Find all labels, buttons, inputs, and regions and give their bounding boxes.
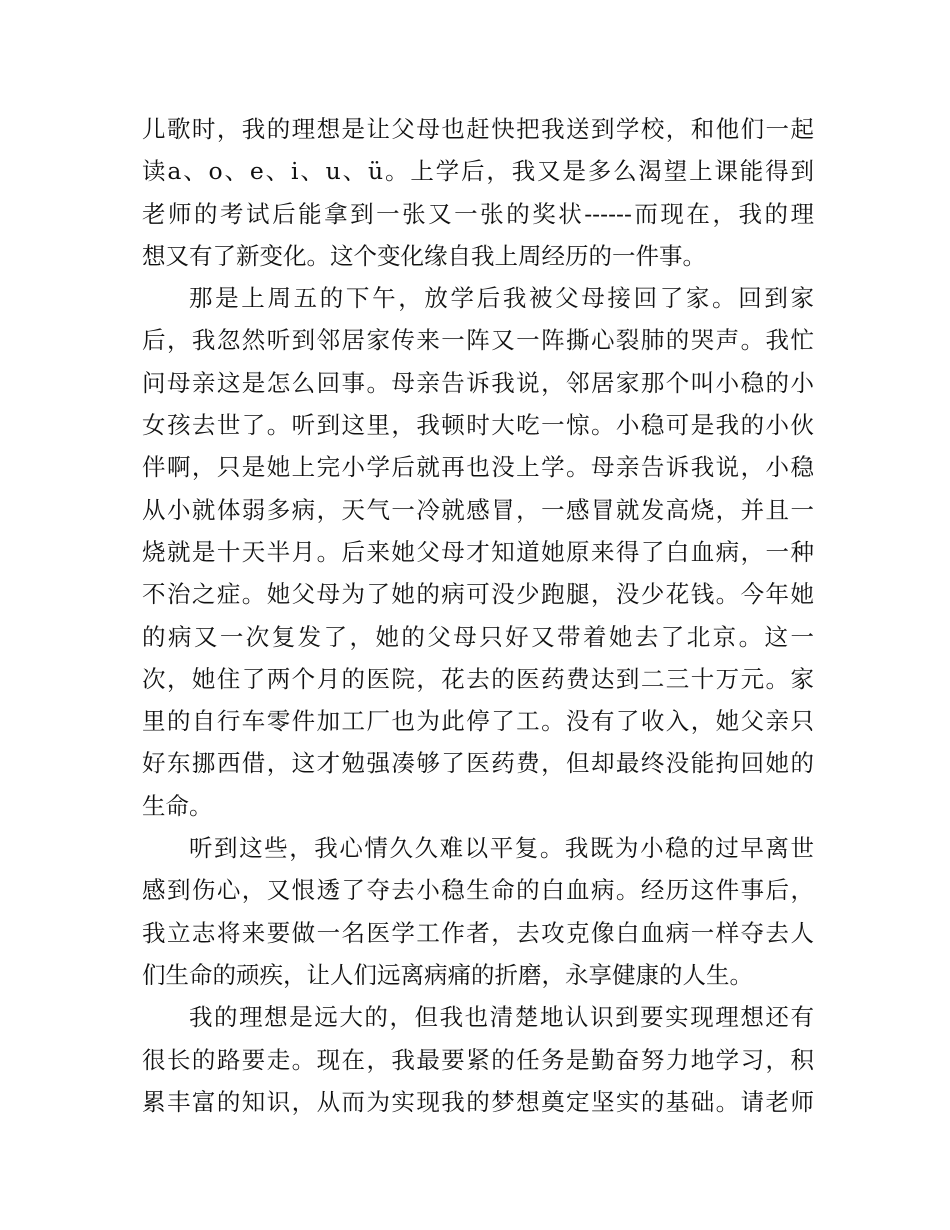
text-line: 老师的考试后能拿到一张又一张的奖状------而现在，我的理 [142, 199, 814, 228]
text-line: 累丰富的知识，从而为实现我的梦想奠定坚实的基础。请老师 [142, 1087, 814, 1116]
text-line: 读a、o、e、i、u、ü。上学后，我又是多么渴望上课能得到 [142, 157, 814, 186]
text-line: 生命。 [142, 791, 213, 820]
text-line: 感到伤心，又恨透了夺去小稳生命的白血病。经历这件事后， [142, 876, 814, 905]
text-line: 我立志将来要做一名医学工作者，去攻克像白血病一样夺去人 [142, 918, 814, 947]
text-line: 烧就是十天半月。后来她父母才知道她原来得了白血病，一种 [142, 537, 814, 566]
text-line: 问母亲这是怎么回事。母亲告诉我说，邻居家那个叫小稳的小 [142, 368, 814, 397]
text-line: 好东挪西借，这才勉强凑够了医药费，但却最终没能拘回她的 [142, 749, 814, 778]
body-text [142, 108, 814, 1123]
paragraph [142, 996, 814, 1123]
text-line: 里的自行车零件加工厂也为此停了工。没有了收入，她父亲只 [142, 707, 814, 736]
text-line: 的病又一次复发了，她的父母只好又带着她去了北京。这一 [142, 622, 814, 651]
paragraph [142, 827, 814, 996]
text-line: 次，她住了两个月的医院，花去的医药费达到二三十万元。家 [142, 664, 814, 693]
text-line: 听到这些，我心情久久难以平复。我既为小稳的过早离世 [189, 834, 814, 863]
text-line: 伴啊，只是她上完小学后就再也没上学。母亲告诉我说，小稳 [142, 453, 814, 482]
text-line: 那是上周五的下午，放学后我被父母接回了家。回到家 [189, 284, 814, 313]
text-line: 想又有了新变化。这个变化缘自我上周经历的一件事。 [142, 241, 706, 270]
text-line: 儿歌时，我的理想是让父母也赶快把我送到学校，和他们一起 [142, 115, 814, 143]
text-line: 后，我忽然听到邻居家传来一阵又一阵撕心裂肺的哭声。我忙 [142, 326, 814, 355]
text-line: 从小就体弱多病，天气一冷就感冒，一感冒就发高烧，并且一 [142, 495, 814, 524]
paragraph [142, 277, 814, 827]
paragraph [142, 108, 814, 277]
text-line: 我的理想是远大的，但我也清楚地认识到要实现理想还有 [189, 1003, 814, 1032]
text-line: 女孩去世了。听到这里，我顿时大吃一惊。小稳可是我的小伙 [142, 411, 814, 440]
text-line: 不治之症。她父母为了她的病可没少跑腿，没少花钱。今年她 [142, 580, 814, 609]
text-line: 很长的路要走。现在，我最要紧的任务是勤奋努力地学习，积 [142, 1045, 814, 1074]
text-line: 们生命的顽疾，让人们远离病痛的折磨，永享健康的人生。 [142, 960, 753, 989]
